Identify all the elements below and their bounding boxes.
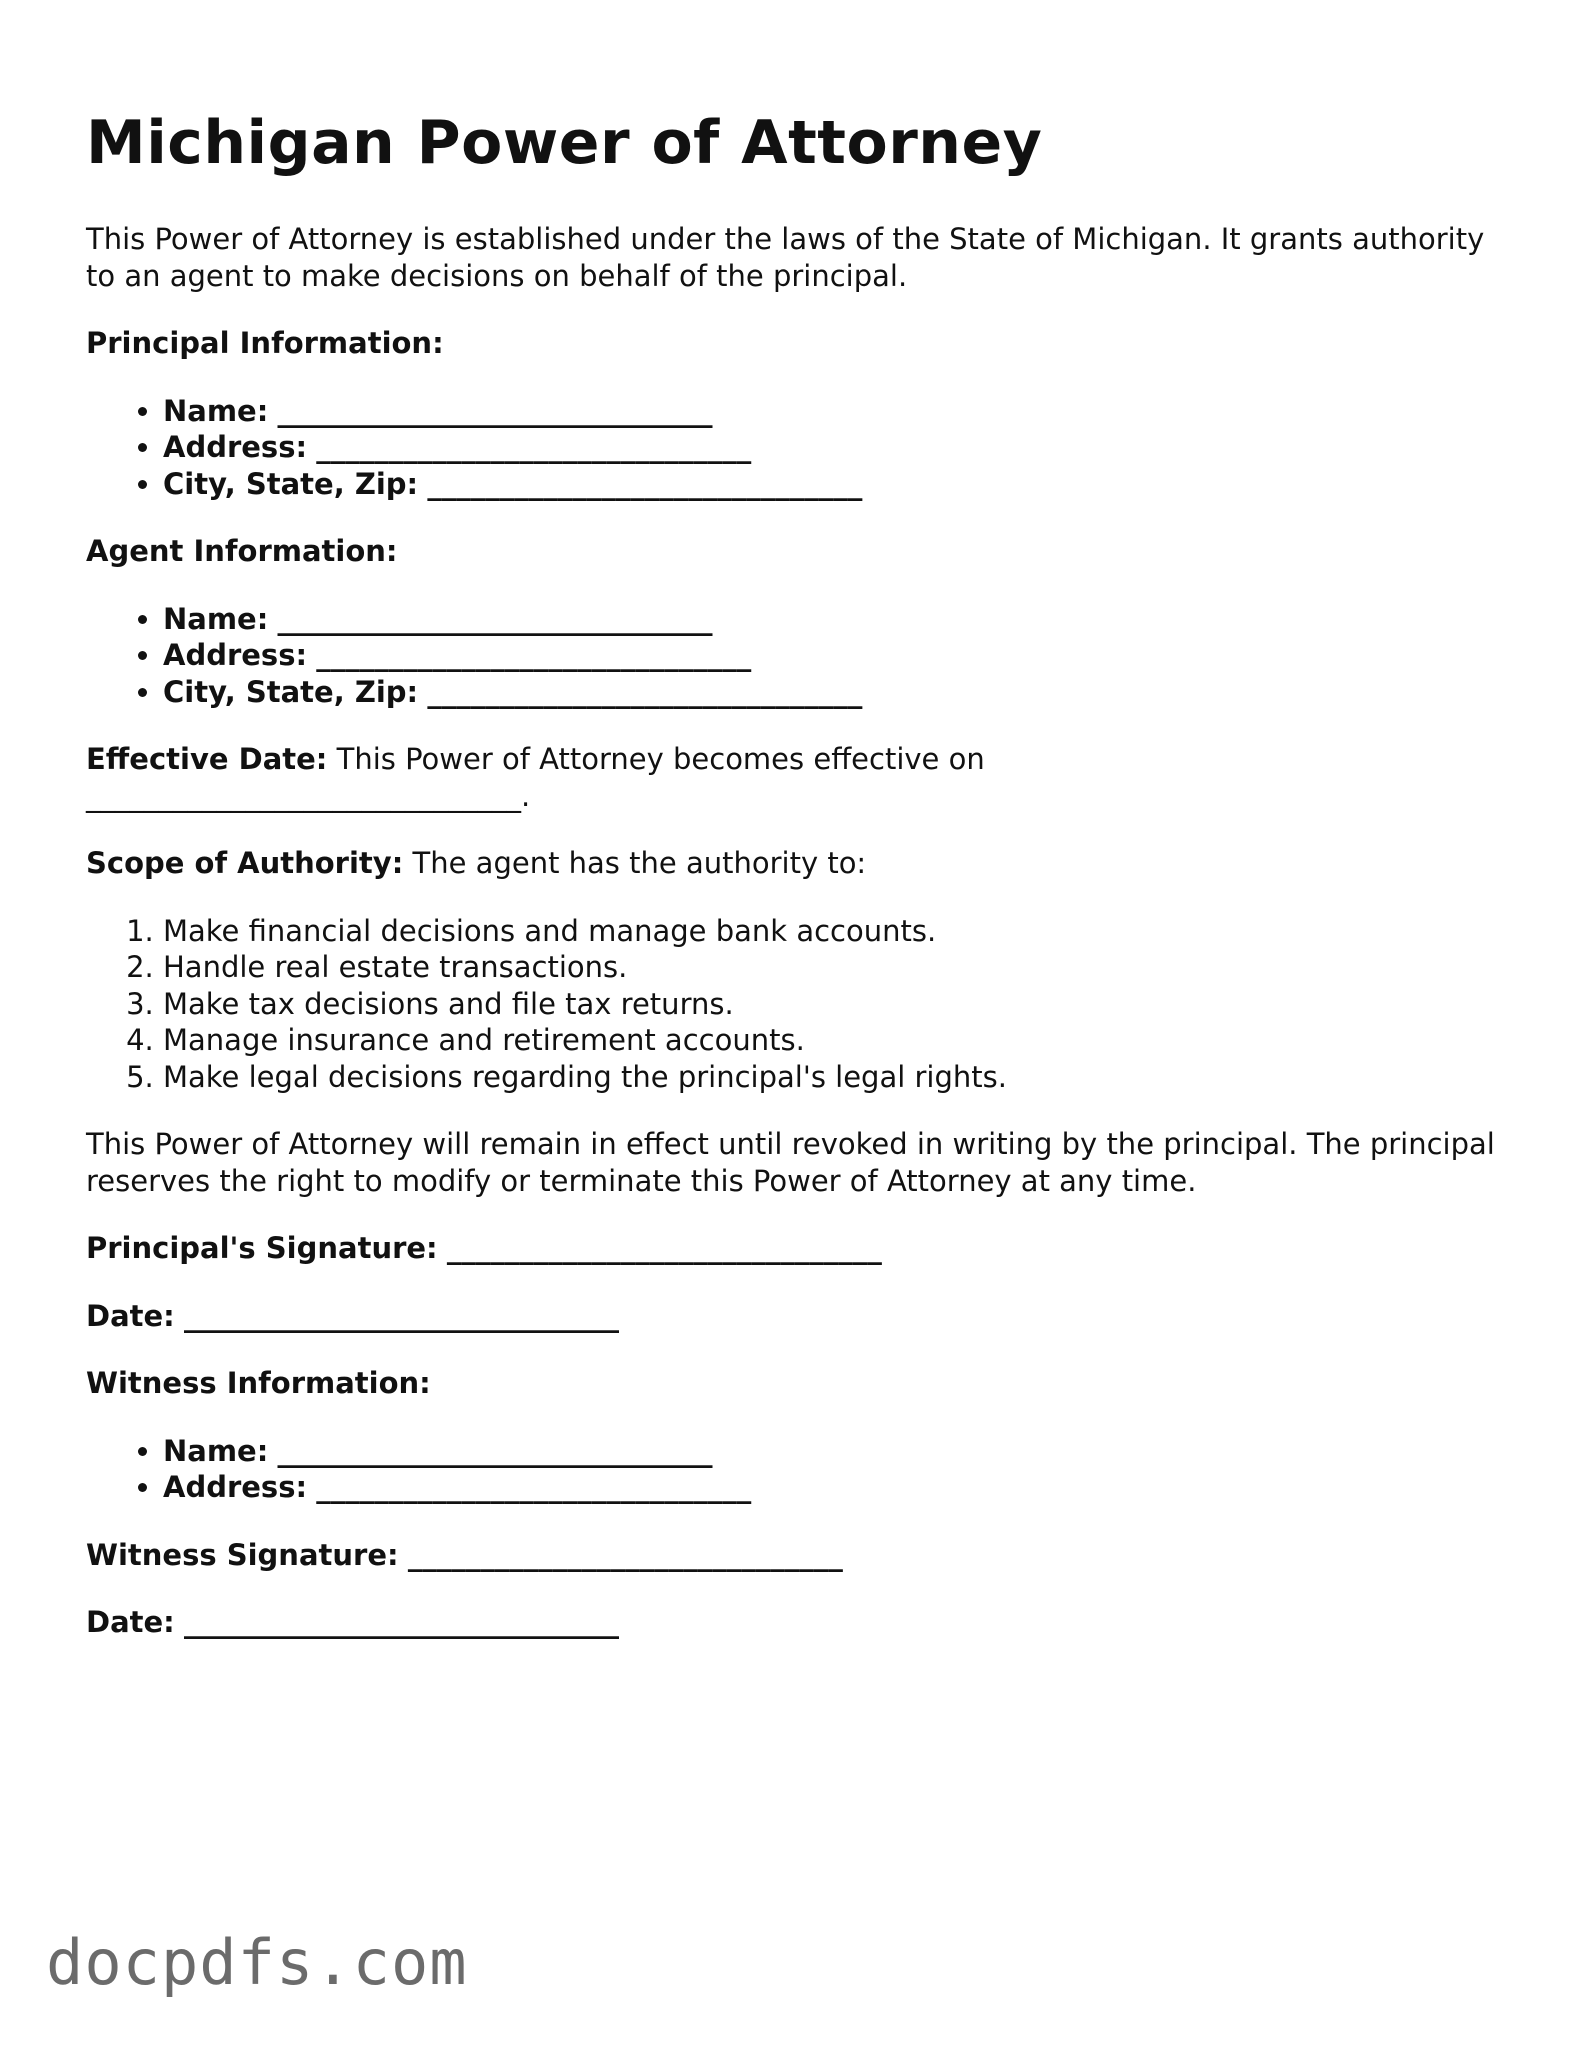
principal-fields xyxy=(86,393,1506,503)
principal-signature-line xyxy=(86,1230,1506,1267)
name-blank-line[interactable]: ______________________________ xyxy=(277,1433,713,1468)
intro-paragraph: This Power of Attorney is established under the laws of the State of Michigan. It grants authority to an agent to make decisions on behalf of the principal. xyxy=(86,222,1485,293)
principal-signature-blank-line[interactable]: ______________________________ xyxy=(446,1231,882,1265)
principal-date-blank-line[interactable]: ______________________________ xyxy=(184,1298,619,1333)
witness-address-field xyxy=(163,1469,1506,1506)
address-blank-line[interactable]: ______________________________ xyxy=(316,1470,752,1504)
field-label: Address: xyxy=(163,1470,308,1504)
list-item: 4. Manage insurance and retirement accounts. xyxy=(163,1022,1506,1059)
witness-signature-label: Witness Signature: xyxy=(86,1537,399,1572)
address-blank-line[interactable]: ______________________________ xyxy=(316,430,752,464)
list-item: 3. Make tax decisions and file tax returns. xyxy=(163,986,1506,1023)
witness-signature-line xyxy=(86,1537,1506,1574)
watermark: docpdfs.com xyxy=(46,1926,468,1999)
agent-city-state-zip-field xyxy=(163,674,1506,711)
list-item: 1. Make financial decisions and manage bank accounts. xyxy=(163,913,1506,950)
scope-label: Scope of Authority: xyxy=(86,846,404,880)
principal-city-state-zip-field xyxy=(163,466,1506,503)
agent-fields xyxy=(86,601,1506,711)
field-label: Name: xyxy=(163,1433,269,1468)
principal-address-field xyxy=(163,429,1506,466)
city-state-zip-blank-line[interactable]: ______________________________ xyxy=(427,674,863,709)
field-label: City, State, Zip: xyxy=(163,674,419,709)
effective-date-label: Effective Date: xyxy=(86,742,328,776)
principal-heading: Principal Information: xyxy=(86,326,444,360)
field-label: City, State, Zip: xyxy=(163,466,419,501)
witness-date-label: Date: xyxy=(86,1605,175,1639)
field-label: Address: xyxy=(163,638,308,672)
page-title: Michigan Power of Attorney xyxy=(86,108,1043,178)
scope-paragraph xyxy=(86,845,1506,882)
scope-text: The agent has the authority to: xyxy=(412,846,867,880)
field-label: Address: xyxy=(163,430,308,464)
name-blank-line[interactable]: ______________________________ xyxy=(277,601,713,636)
principal-date-line xyxy=(86,1298,1506,1335)
field-label: Name: xyxy=(163,393,269,428)
document-page xyxy=(86,105,1506,1672)
principal-date-label: Date: xyxy=(86,1298,175,1333)
witness-signature-blank-line[interactable]: ______________________________ xyxy=(407,1537,843,1572)
agent-name-field xyxy=(163,601,1506,638)
list-item: 5. Make legal decisions regarding the principal's legal rights. xyxy=(163,1059,1506,1096)
effective-date-text: This Power of Attorney becomes effective on xyxy=(336,742,985,776)
city-state-zip-blank-line[interactable]: ______________________________ xyxy=(427,466,863,501)
witness-name-field xyxy=(163,1433,1506,1470)
effective-date-blank-line[interactable]: ______________________________. xyxy=(86,778,531,813)
field-label: Name: xyxy=(163,601,269,636)
agent-heading: Agent Information: xyxy=(86,534,398,568)
name-blank-line[interactable]: ______________________________ xyxy=(277,393,713,428)
list-item: 2. Handle real estate transactions. xyxy=(163,949,1506,986)
agent-address-field xyxy=(163,637,1506,674)
witness-date-blank-line[interactable]: ______________________________ xyxy=(184,1605,619,1639)
witness-date-line xyxy=(86,1604,1506,1641)
principal-signature-label: Principal's Signature: xyxy=(86,1231,438,1265)
address-blank-line[interactable]: ______________________________ xyxy=(316,638,752,672)
witness-heading: Witness Information: xyxy=(86,1366,431,1400)
effective-date-paragraph xyxy=(86,741,1506,814)
principal-name-field xyxy=(163,393,1506,430)
witness-fields xyxy=(86,1433,1506,1506)
revocation-paragraph: This Power of Attorney will remain in effect until revoked in writing by the principal. The principal reserves the right to modify or terminate this Power of Attorney at any time. xyxy=(86,1127,1495,1198)
scope-list xyxy=(86,913,1506,1096)
